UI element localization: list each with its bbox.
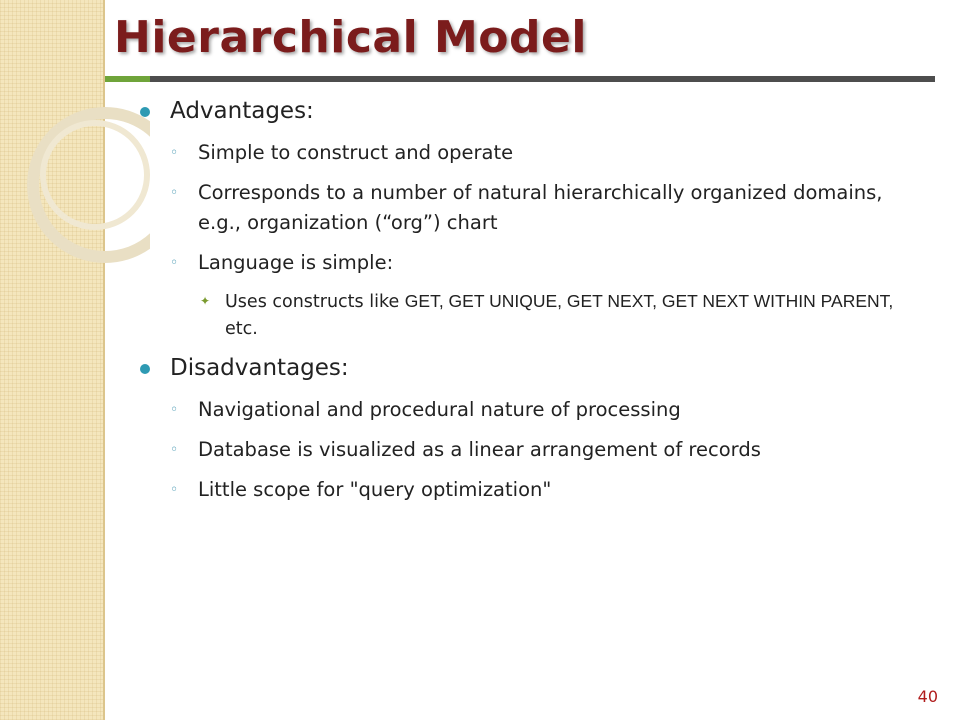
construct-list: GET, GET UNIQUE, GET NEXT, GET NEXT WITHIN PARENT, <box>404 291 894 311</box>
bullet-ring-icon: ◦ <box>170 185 179 201</box>
bullet-ring-icon: ◦ <box>170 482 179 498</box>
title-underline-accent <box>105 76 150 82</box>
advantages-heading: Advantages: <box>130 96 930 126</box>
advantage-subitem: ✦ Uses constructs like GET, GET UNIQUE, GET NEXT, GET NEXT WITHIN PARENT, etc. <box>130 288 930 343</box>
slide-content <box>130 96 930 515</box>
bullet-dot-icon <box>140 107 150 117</box>
bullet-ring-icon: ◦ <box>170 402 179 418</box>
title-underline <box>105 76 935 82</box>
bullet-ring-icon: ◦ <box>170 255 179 271</box>
advantage-item: ◦ Corresponds to a number of natural hierarchically organized domains, e.g., organization (“org”) chart <box>130 178 930 238</box>
slide-title: Hierarchical Model <box>114 12 587 63</box>
bullet-ring-icon: ◦ <box>170 145 179 161</box>
bullet-dot-icon <box>140 364 150 374</box>
disadvantage-item: ◦ Navigational and procedural nature of processing <box>130 395 930 425</box>
advantage-item: ◦ Simple to construct and operate <box>130 138 930 168</box>
bullet-ring-icon: ◦ <box>170 442 179 458</box>
bullet-star-icon: ✦ <box>200 294 211 308</box>
title-underline-bar <box>150 76 935 82</box>
advantage-item: ◦ Language is simple: <box>130 248 930 278</box>
disadvantage-item: ◦ Little scope for "query optimization" <box>130 475 930 505</box>
disadvantages-heading: Disadvantages: <box>130 353 930 383</box>
disadvantage-item: ◦ Database is visualized as a linear arrangement of records <box>130 435 930 465</box>
page-number: 40 <box>917 687 938 706</box>
